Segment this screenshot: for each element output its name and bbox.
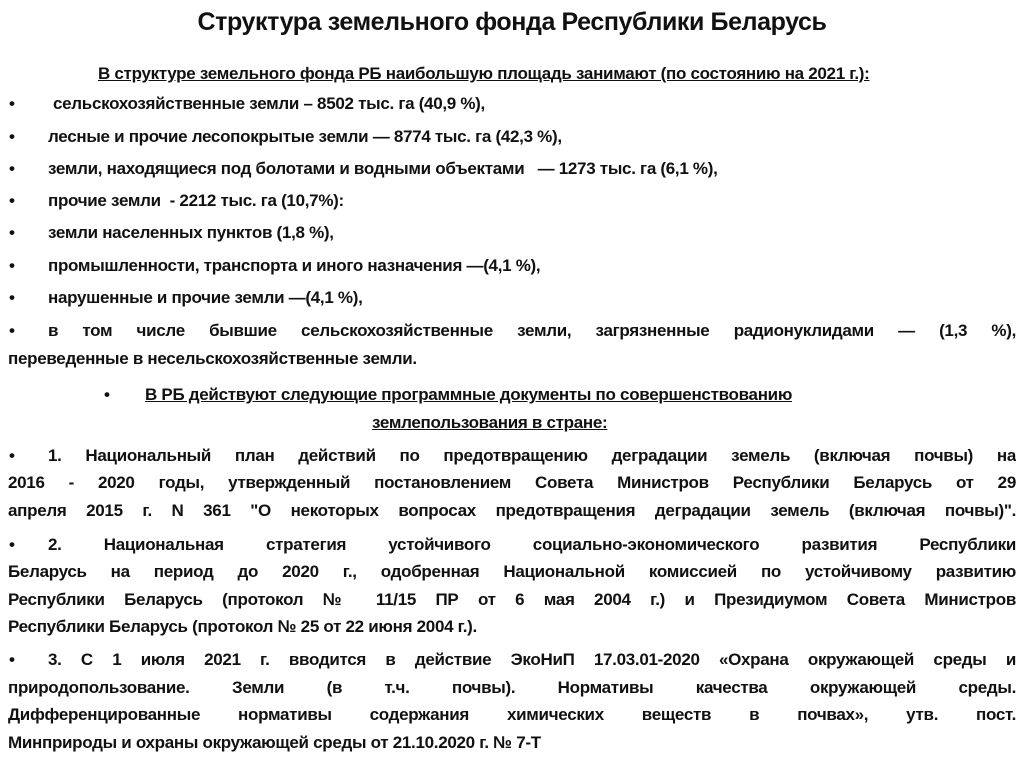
bullet-icon: • — [9, 288, 15, 307]
list-item: лесные и прочие лесопокрытые земли — 8774 тыс. га (42,3 %), — [48, 127, 562, 146]
page-title: Структура земельного фонда Республики Беларусь — [197, 8, 827, 36]
bullet-icon: • — [9, 94, 15, 113]
section1-heading: В структуре земельного фонда РБ наибольшую площадь занимают (по состоянию на 2021 г.): — [98, 64, 870, 83]
bullet-icon: • — [9, 256, 15, 275]
document-item: 3. С 1 июля 2021 г. вводится в действие ЭкоНиП 17.03.01-2020 «Охрана окружающей среды и — [48, 650, 1016, 669]
bullet-icon: • — [9, 159, 15, 178]
bullet-icon: • — [9, 321, 15, 340]
document-item: 1. Национальный план действий по предотвращению деградации земель (включая почвы) на — [48, 446, 1016, 465]
document-item: апреля 2015 г. N 361 "О некоторых вопросах предотвращения деградации земель (включая почвы)". — [8, 501, 1016, 520]
list-item: сельскохозяйственные земли – 8502 тыс. га (40,9 %), — [53, 94, 485, 113]
document-item: Минприроды и охраны окружающей среды от 21.10.2020 г. № 7-Т — [8, 733, 541, 752]
document-item: Беларусь на период до 2020 г., одобренная Национальной комиссией по устойчивому развитию — [8, 562, 1016, 581]
bullet-icon: • — [9, 446, 15, 465]
bullet-icon: • — [9, 191, 15, 210]
bullet-icon: • — [104, 385, 110, 404]
document-item: природопользование. Земли (в т.ч. почвы). Нормативы качества окружающей среды. — [8, 678, 1016, 697]
list-item: в том числе бывшие сельскохозяйственные земли, загрязненные радионуклидами — (1,3 %), — [48, 321, 1016, 340]
list-item: промышленности, транспорта и иного назначения —(4,1 %), — [48, 256, 541, 275]
bullet-icon: • — [9, 535, 15, 554]
bullet-icon: • — [9, 650, 15, 669]
document-item: 2. Национальная стратегия устойчивого социально-экономического развития Республики — [48, 535, 1016, 554]
document-item: Дифференцированные нормативы содержания химических веществ в почвах», утв. пост. — [8, 705, 1016, 724]
list-item: земли населенных пунктов (1,8 %), — [48, 223, 334, 242]
list-item: земли, находящиеся под болотами и водными объектами — 1273 тыс. га (6,1 %), — [48, 159, 718, 178]
document-item: 2016 - 2020 годы, утвержденный постановлением Совета Министров Республики Беларусь от 29 — [8, 473, 1016, 492]
section2-heading: В РБ действуют следующие программные документы по совершенствованию — [145, 385, 793, 404]
section2-heading: землепользования в стране: — [372, 413, 608, 432]
list-item-continuation: переведенные в несельскохозяйственные земли. — [8, 349, 417, 368]
document-item: Республики Беларусь (протокол № 11/15 ПР от 6 мая 2004 г.) и Президиумом Совета Министров — [8, 590, 1016, 609]
list-item: нарушенные и прочие земли —(4,1 %), — [48, 288, 363, 307]
document-item: Республики Беларусь (протокол № 25 от 22 июня 2004 г.). — [8, 617, 477, 636]
list-item: прочие земли - 2212 тыс. га (10,7%): — [48, 191, 344, 210]
bullet-icon: • — [9, 127, 15, 146]
bullet-icon: • — [9, 223, 15, 242]
